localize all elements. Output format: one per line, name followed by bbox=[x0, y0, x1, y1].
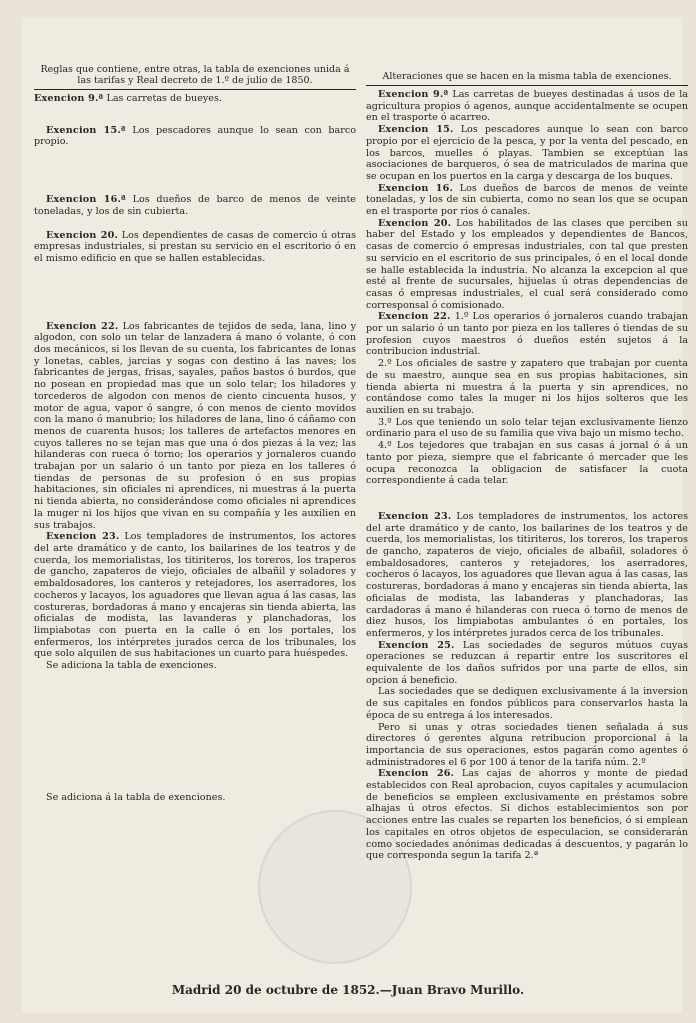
header-rule bbox=[366, 85, 688, 86]
left-entry: Exencion 23. Los templadores de instrumentos, los actores del arte dramático y de canto, los bailarines de los teatros y de cuerda, los memorialistas, los titiriteros, los toreros, los traperos de gancho, zapateros de viejo, oficiales de albañil y soladores y embaldosadores, los canteros y retejadores, los aserradores, los cocheros y lacayos, los aguadores que llevan agua á las casas, las costureras, bordadoras á mano y encajeras sin tienda abierta, las oficialas de modista, las lavanderas y planchadoras, los limpiabotas con puerta en la calle ó en los portales, los enfermeros, los intérpretes jurados cerca de los tribunales, los que solo alquilen de sus habitaciones un cuarto para huéspedes. bbox=[34, 531, 357, 660]
signature-line: Madrid 20 de octubre de 1852.—Juan Bravo Murillo. bbox=[171, 983, 525, 997]
left-column bbox=[34, 64, 356, 803]
right-entry: Exencion 9.ª Las carretas de bueyes destinadas á usos de la agricultura propios ó agenos, aunque accidentalmente se ocupen en el trasporte ó acarreo. bbox=[366, 89, 688, 124]
right-entry: Exencion 15. Los pescadores aunque lo sean con barco propio por el ejercicio de la pesca, y por la venta del pescado, en los barcos, muelles ó playas. Tambien se exceptúan las asociaciones de barqueros, ó sea de matriculados de marina que se ocupan en los puertos en la carga y descarga de los buques. bbox=[366, 124, 688, 182]
right-entry: 2.º Los oficiales de sastre y zapatero que trabajan por cuenta de su maestro, aunque sea en sus propias habitaciones, sin tienda abierta ni muestra á la puerta y sin aprendices, no contándose como tales la muger ni los hijos solteros que les auxilien en su trabajo. bbox=[366, 358, 688, 416]
left-closing: Se adiciona á la tabla de exenciones. bbox=[46, 791, 226, 803]
right-entry: Exencion 22. 1.º Los operarios ó jornaleros cuando trabajan por un salario ó un tanto por pieza en los talleres ó tiendas de su profesion cuyos maestros ó dueños estén sujetos á la contribucion industrial. bbox=[366, 311, 688, 358]
right-column-header: Alteraciones que se hacen en la misma tabla de exenciones. bbox=[382, 71, 672, 82]
left-entry: Exencion 15.ª Los pescadores aunque lo sean con barco propio. bbox=[34, 124, 356, 148]
left-entry: Exencion 9.ª Las carretas de bueyes. bbox=[34, 93, 222, 104]
left-entry: Exencion 20. Los dependientes de casas de comercio ú otras empresas industriales, si prestan su servicio en el escritorio ó en el mismo edificio en que se hallen establecidas. bbox=[34, 229, 356, 264]
right-entry: Pero si unas y otras sociedades tienen señalada á sus directores ó gerentes alguna retribucion proporcional á la importancia de sus operaciones, estos pagarán como agentes ó administradores el 6 por 100 á tenor de la tarifa núm. 2.º bbox=[366, 721, 688, 768]
right-column bbox=[366, 71, 688, 862]
right-entry: Exencion 16. Los dueños de barcos de menos de veinte toneladas, y los de sin cubierta, como no sean los que se ocupan en el trasporte por rios ó canales. bbox=[366, 182, 688, 218]
right-entry: Exencion 25. Las sociedades de seguros mútuos cuyas operaciones se reduzcan á repartir entre los suscritores el equivalente de los daños sufridos por una parte de ellos, sin opcion á beneficio. bbox=[366, 639, 688, 686]
header-rule bbox=[34, 89, 356, 90]
left-entry: Exencion 16.ª Los dueños de barco de menos de veinte toneladas, y los de sin cubierta. bbox=[34, 194, 356, 217]
right-entry: Exencion 23. Los templadores de instrumentos, los actores del arte dramático y de canto, los bailarines de los teatros y de cuerda, los memorialistas, los titiriteros, los toreros, los traperos de gancho, zapateros de viejo, oficiales de albañil, soladores ó embaldosadores, canteros y retejadores, los aserradores, cocheros ó lacayos, los aguadores que llevan agua á las casas, las costureras, bordadoras á mano y encajeras sin tienda abierta, las oficialas de modista, las labanderas y planchadoras, las cardadoras á mano é hilanderas con rueca ó torno de menos de diez husos, los limpiabotas ambulantes ó en portales, los enfermeros, y los intérpretes jurados cerca de los tribunales. bbox=[366, 510, 689, 639]
left-entry: Se adiciona la tabla de exenciones. bbox=[46, 660, 217, 672]
right-entry: Exencion 20. Los habilitados de las clases que perciben su haber del Estado y los empleados y dependientes de Bancos, casas de comercio ó empresas industriales, con tal que presten su servicio en el escritorio de sus principales, ó en el local donde se halle establecida la industria. No alcanza la excepcion al que esté al frente de sucursales, hijuelas ú otras dependencias de casas ó empresas industriales, el cual será considerado como corresponsal ó comisionado. bbox=[366, 217, 688, 311]
right-entry: 3.º Los que teniendo un solo telar tejan exclusivamente lienzo ordinario para el uso de su familia que viva bajo un mismo techo. bbox=[366, 416, 688, 440]
right-entry: Las sociedades que se dediquen exclusivamente á la inversion de sus capitales en fondos públicos para conservarlos hasta la época de su entrega á los interesados. bbox=[366, 686, 688, 721]
left-column-header: Reglas que contiene, entre otras, la tabla de exenciones unida á las tarifas y Real decreto de 1.º de julio de 1850. bbox=[40, 64, 350, 86]
right-entry: 4.º Los tejedores que trabajan en sus casas á jornal ó á un tanto por pieza, siempre que el fabricante ó mercader que les ocupa reconozca la obligacion de satisfacer la cuota correspondiente á cada telar. bbox=[366, 440, 688, 487]
left-entry: Exencion 22. Los fabricantes de tejidos de seda, lana, lino y algodon, con solo un telar de lanzadera á mano ó volante, ó con dos mecánicos, si los llevan de su cuenta, los fabricantes de lonas y lonetas, cables, jarcias y sogas con destino á las naves; los fabricantes de jergas, frisas, sayales, paños bastos ó burdos, que no posean en propiedad mas que un solo telar; los hiladores y torcederos de algodon con menos de ciento cincuenta husos, y motor de agua, vapor ó sangre, ó con menos de ciento movidos con la mano ó manubrio; los hiladores de lana, lino ó cáñamo con menos de cuarenta husos; los talleres de artefactos menores en cuyos talleres no se tejan mas que una ó dos piezas á la vez; las hilanderas con rueca ó torno; los operarios y jornaleros cuando trabajan por un salario ó un tanto por pieza en los talleres ó tiendas de personas de su profesion ó en sus propias habitaciones, sin oficiales ni aprendices, ni muestras á la puerta ni tienda abierta, no considerándose como oficiales ni aprendices la muger ni los hijos que vivan en su compañía y les auxilien en sus trabajos. bbox=[34, 320, 356, 531]
right-entry: Exencion 26. Las cajas de ahorros y monte de piedad establecidos con Real aprobacion, cuyos capitales y acumulacion de beneficios se empleen exclusivamente en préstamos sobre alhajas ú otros efectos. Si dichos establecimientos son por acciones entre las cuales se reparten los beneficios, ó si emplean los capitales en otros objetos de especulacion, se considerarán como sociedades anónimas dedicadas á descuentos, y pagarán lo que corresponda segun la tarifa 2.ª bbox=[366, 768, 688, 862]
